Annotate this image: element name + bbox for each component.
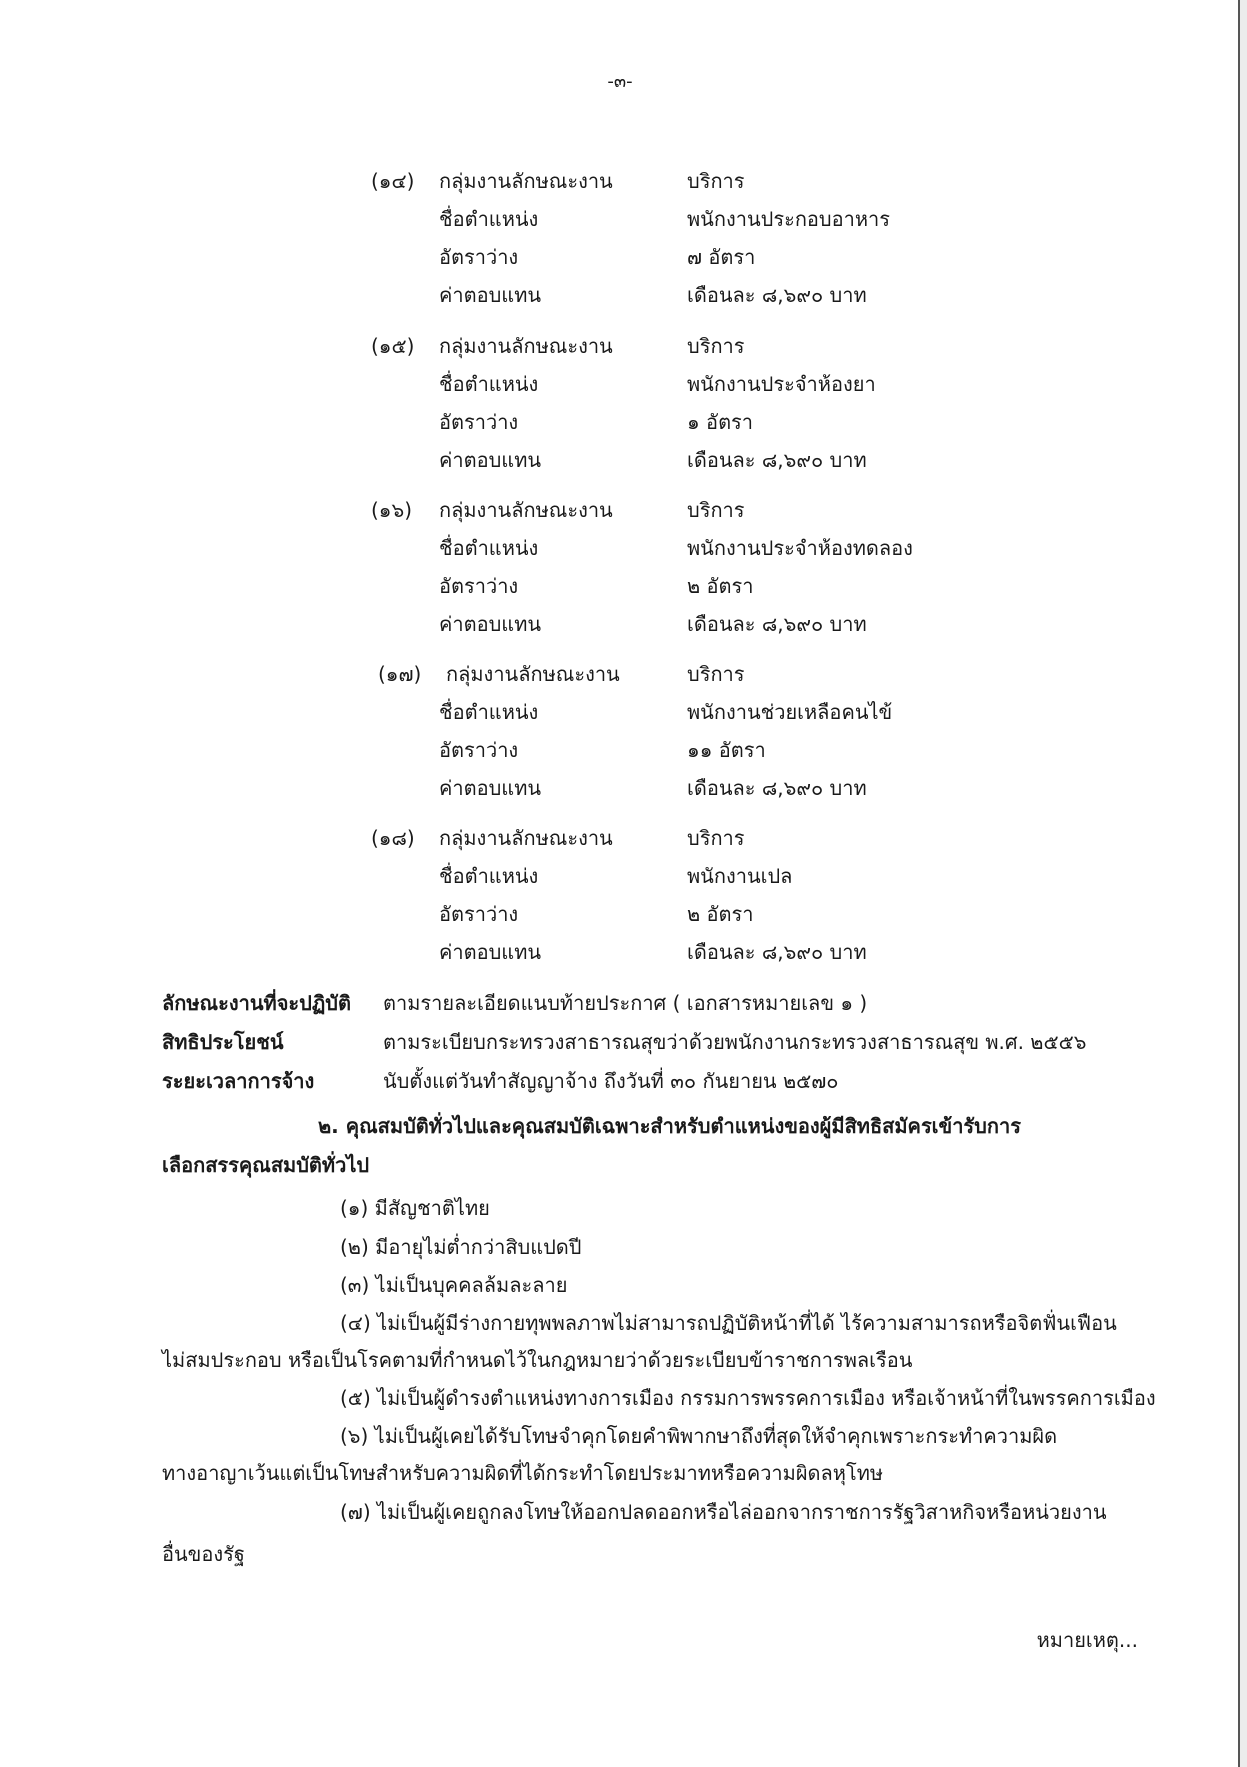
pay-value: เดือนละ ๘,๖๙๐ บาท [687,776,867,800]
title-label: ชื่อตำแหน่ง [439,207,539,231]
qualification-item: (๔) ไม่เป็นผู้มีร่างกายทุพพลภาพไม่สามารถปฏิบัติหน้าที่ได้ ไร้ความสามารถหรือจิตฟั่นเฟือน [340,1311,1117,1335]
group-label: กลุ่มงานลักษณะงาน [439,826,613,850]
pay-label: ค่าตอบแทน [439,776,542,800]
group-value: บริการ [687,662,745,686]
pay-value: เดือนละ ๘,๖๙๐ บาท [687,448,867,472]
pay-value: เดือนละ ๘,๖๙๐ บาท [687,612,867,636]
pay-value: เดือนละ ๘,๖๙๐ บาท [687,940,867,964]
position-number: (๑๖) [371,498,412,522]
summary-value-duties: ตามรายละเอียดแนบท้ายประกาศ ( เอกสารหมายเลข ๑ ) [383,991,868,1015]
title-label: ชื่อตำแหน่ง [439,700,539,724]
qualification-item: (๑) มีสัญชาติไทย [340,1196,490,1220]
pay-value: เดือนละ ๘,๖๙๐ บาท [687,283,867,307]
summary-label-benefits: สิทธิประโยชน์ [162,1030,284,1054]
pay-label: ค่าตอบแทน [439,612,542,636]
qualification-item: (๖) ไม่เป็นผู้เคยได้รับโทษจำคุกโดยคำพิพากษาถึงที่สุดให้จำคุกเพราะกระทำความผิด [340,1424,1058,1448]
pay-label: ค่าตอบแทน [439,283,542,307]
qualification-item-continued: อื่นของรัฐ [162,1542,245,1566]
vacancy-value: ๗ อัตรา [687,245,756,269]
group-label: กลุ่มงานลักษณะงาน [439,334,613,358]
page-number: -๓- [607,71,633,92]
summary-value-benefits: ตามระเบียบกระทรวงสาธารณสุขว่าด้วยพนักงานกระทรวงสาธารณสุข พ.ศ. ๒๕๕๖ [383,1030,1087,1054]
position-number: (๑๘) [371,826,415,850]
vacancy-value: ๑ อัตรา [687,410,754,434]
title-value: พนักงานเปล [687,864,793,888]
position-number: (๑๕) [371,334,415,358]
group-value: บริการ [687,169,745,193]
group-label: กลุ่มงานลักษณะงาน [446,662,620,686]
group-label: กลุ่มงานลักษณะงาน [439,498,613,522]
position-number: (๑๗) [378,662,422,686]
title-value: พนักงานประกอบอาหาร [687,207,891,231]
vacancy-value: ๑๑ อัตรา [687,738,766,762]
vacancy-label: อัตราว่าง [439,245,519,269]
footer-note: หมายเหตุ... [1036,1628,1138,1652]
qualification-item: (๒) มีอายุไม่ต่ำกว่าสิบแปดปี [340,1235,582,1259]
pay-label: ค่าตอบแทน [439,448,542,472]
position-number: (๑๔) [371,169,415,193]
pay-label: ค่าตอบแทน [439,940,542,964]
group-value: บริการ [687,334,745,358]
vacancy-label: อัตราว่าง [439,902,519,926]
qualification-item: (๓) ไม่เป็นบุคคลล้มละลาย [340,1273,568,1297]
vacancy-label: อัตราว่าง [439,574,519,598]
section-2-heading: ๒. คุณสมบัติทั่วไปและคุณสมบัติเฉพาะสำหรับตำแหน่งของผู้มีสิทธิสมัครเข้ารับการ [318,1114,1021,1138]
section-2-subheading: เลือกสรรคุณสมบัติทั่วไป [162,1153,370,1177]
qualification-item-continued: ทางอาญาเว้นแต่เป็นโทษสำหรับความผิดที่ได้กระทำโดยประมาทหรือความผิดลหุโทษ [162,1461,884,1485]
title-label: ชื่อตำแหน่ง [439,372,539,396]
summary-label-duties: ลักษณะงานที่จะปฏิบัติ [162,991,351,1015]
summary-value-duration: นับตั้งแต่วันทำสัญญาจ้าง ถึงวันที่ ๓๐ กันยายน ๒๕๗๐ [383,1069,839,1093]
qualification-item: (๕) ไม่เป็นผู้ดำรงตำแหน่งทางการเมือง กรรมการพรรคการเมือง หรือเจ้าหน้าที่ในพรรคการเมือง [340,1386,1156,1410]
group-label: กลุ่มงานลักษณะงาน [439,169,613,193]
vacancy-value: ๒ อัตรา [687,902,754,926]
summary-label-duration: ระยะเวลาการจ้าง [162,1069,315,1093]
title-label: ชื่อตำแหน่ง [439,864,539,888]
vacancy-label: อัตราว่าง [439,738,519,762]
qualification-item-continued: ไม่สมประกอบ หรือเป็นโรคตามที่กำหนดไว้ในกฎหมายว่าด้วยระเบียบข้าราชการพลเรือน [162,1348,913,1372]
title-value: พนักงานช่วยเหลือคนไข้ [687,700,893,724]
title-value: พนักงานประจำห้องยา [687,372,876,396]
vacancy-value: ๒ อัตรา [687,574,754,598]
vacancy-label: อัตราว่าง [439,410,519,434]
group-value: บริการ [687,826,745,850]
title-label: ชื่อตำแหน่ง [439,536,539,560]
title-value: พนักงานประจำห้องทดลอง [687,536,913,560]
group-value: บริการ [687,498,745,522]
qualification-item: (๗) ไม่เป็นผู้เคยถูกลงโทษให้ออกปลดออกหรือไล่ออกจากราชการรัฐวิสาหกิจหรือหน่วยงาน [340,1500,1107,1524]
